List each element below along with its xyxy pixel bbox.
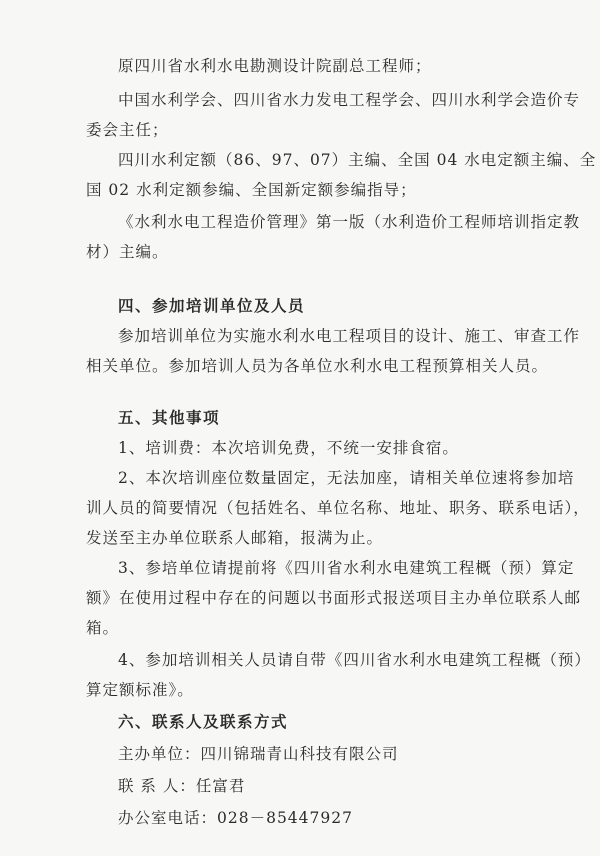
bio-line: 原四川省水利水电勘测设计院副总工程师； <box>118 57 432 75</box>
bio-line: 《水利水电工程造价管理》第一版（水利造价工程师培训指定教 <box>118 213 581 231</box>
bio-line: 国 02 水利定额参编、全国新定额参编指导； <box>86 181 417 199</box>
list-item: 额》在使用过程中存在的问题以书面形式报送项目主办单位联系人邮 <box>86 589 582 607</box>
list-item: 箱。 <box>86 619 120 637</box>
section-heading: 四、参加培训单位及人员 <box>118 297 306 315</box>
paragraph-line: 相关单位。参加培训人员为各单位水利水电工程预算相关人员。 <box>86 357 549 375</box>
list-item: 算定额标准》。 <box>86 681 194 699</box>
paragraph-line: 参加培训单位为实施水利水电工程项目的设计、施工、审查工作 <box>118 327 581 345</box>
bio-line: 中国水利学会、四川省水力发电工程学会、四川水利学会造价专 <box>118 91 581 109</box>
list-item: 2、本次培训座位数量固定，无法加座，请相关单位速将参加培 <box>118 469 575 487</box>
list-item: 发送至主办单位联系人邮箱，报满为止。 <box>86 529 384 547</box>
list-item: 训人员的简要情况（包括姓名、单位名称、地址、职务、联系电话）， <box>86 499 590 517</box>
list-item: 3、参培单位请提前将《四川省水利水电建筑工程概（预）算定 <box>118 559 575 577</box>
bio-line: 四川水利定额（86、97、07）主编、全国 04 水电定额主编、全 <box>118 151 597 169</box>
section-heading: 六、联系人及联系方式 <box>118 713 289 731</box>
list-item: 4、参加培训相关人员请自带《四川省水利水电建筑工程概（预） <box>118 651 591 669</box>
bio-line: 委会主任； <box>86 121 169 139</box>
contact-person-line: 联 系 人：任富君 <box>118 777 246 795</box>
section-heading: 五、其他事项 <box>118 409 221 427</box>
organizer-line: 主办单位：四川锦瑞青山科技有限公司 <box>118 745 399 763</box>
office-phone-line: 办公室电话：028－85447927 <box>118 809 353 827</box>
list-item: 1、培训费：本次培训免费，不统一安排食宿。 <box>118 439 459 457</box>
bio-line: 材）主编。 <box>86 243 169 261</box>
